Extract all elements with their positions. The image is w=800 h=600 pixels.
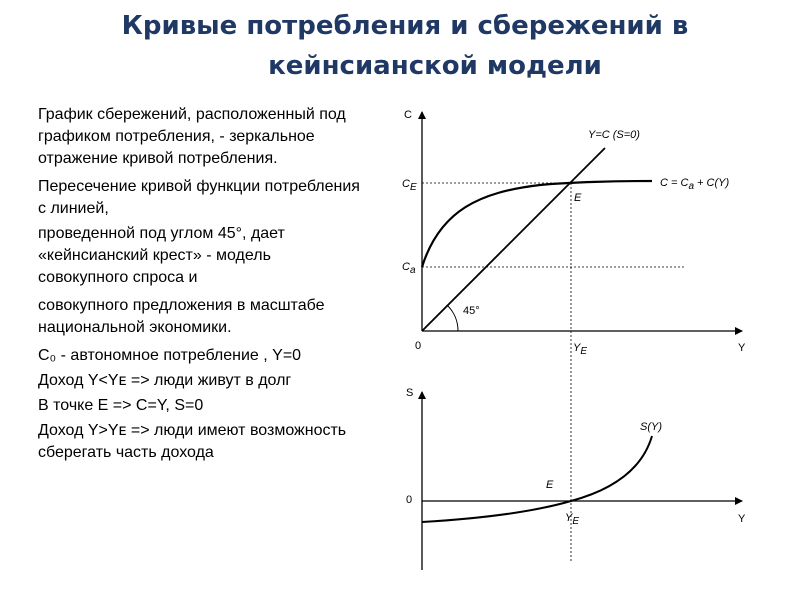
ye-label-top: YE [573, 342, 588, 357]
consumption-graph [402, 109, 746, 562]
point-e-label-top: E [574, 192, 582, 204]
c-axis-label: C [404, 109, 412, 121]
y-axis-bottom-label: Y [738, 513, 746, 525]
line-45-label: Y=C (S=0) [588, 129, 640, 141]
point-e-label-bottom: E [546, 479, 554, 491]
body-text [38, 104, 373, 470]
slide-title [40, 6, 770, 86]
s-axis-label: S [406, 387, 414, 399]
paragraph-point-e: В точке E => C=Y, S=0 [38, 397, 204, 414]
line-45-degree [422, 148, 605, 331]
keynesian-graphs [380, 100, 770, 580]
paragraph-autonomous-consumption: C₀ - автономное потребление , Y=0 [38, 347, 302, 364]
ce-label: CE [402, 178, 417, 193]
origin-label: 0 [415, 340, 422, 352]
savings-curve [422, 436, 652, 522]
savings-curve-label: S(Y) [640, 421, 662, 433]
y-axis-top-label: Y [738, 342, 746, 354]
savings-graph [406, 387, 746, 570]
paragraph-saving-possible: Доход Y>Yᴇ => люди имеют возможность сберегать часть дохода [38, 422, 347, 461]
paragraph-debt: Доход Y<Yᴇ => люди живут в долг [38, 372, 292, 389]
title-line-1: Кривые потребления и сбережений в [121, 11, 689, 41]
zero-label: 0 [406, 494, 413, 506]
paragraph-intersection: Пересечение кривой функции потребления с линией, [38, 178, 360, 217]
title-line-2: кейнсианской модели [268, 51, 602, 81]
consumption-curve-label: C = Ca + C(Y) [660, 177, 730, 192]
ye-label-bottom: YE [565, 512, 580, 527]
paragraph-savings-mirror: График сбережений, расположенный под графиком потребления, - зеркальное отражение кривой потребления. [38, 106, 346, 167]
angle-label: 45° [463, 305, 480, 317]
consumption-curve [422, 181, 652, 267]
angle-arc [447, 305, 458, 331]
paragraph-keynesian-cross: проведенной под углом 45°, дает «кейнсианский крест» - модель совокупного спроса и [38, 225, 285, 286]
paragraph-aggregate-supply: совокупного предложения в масштабе национальной экономики. [38, 297, 325, 336]
c0-label: Ca [402, 261, 416, 276]
